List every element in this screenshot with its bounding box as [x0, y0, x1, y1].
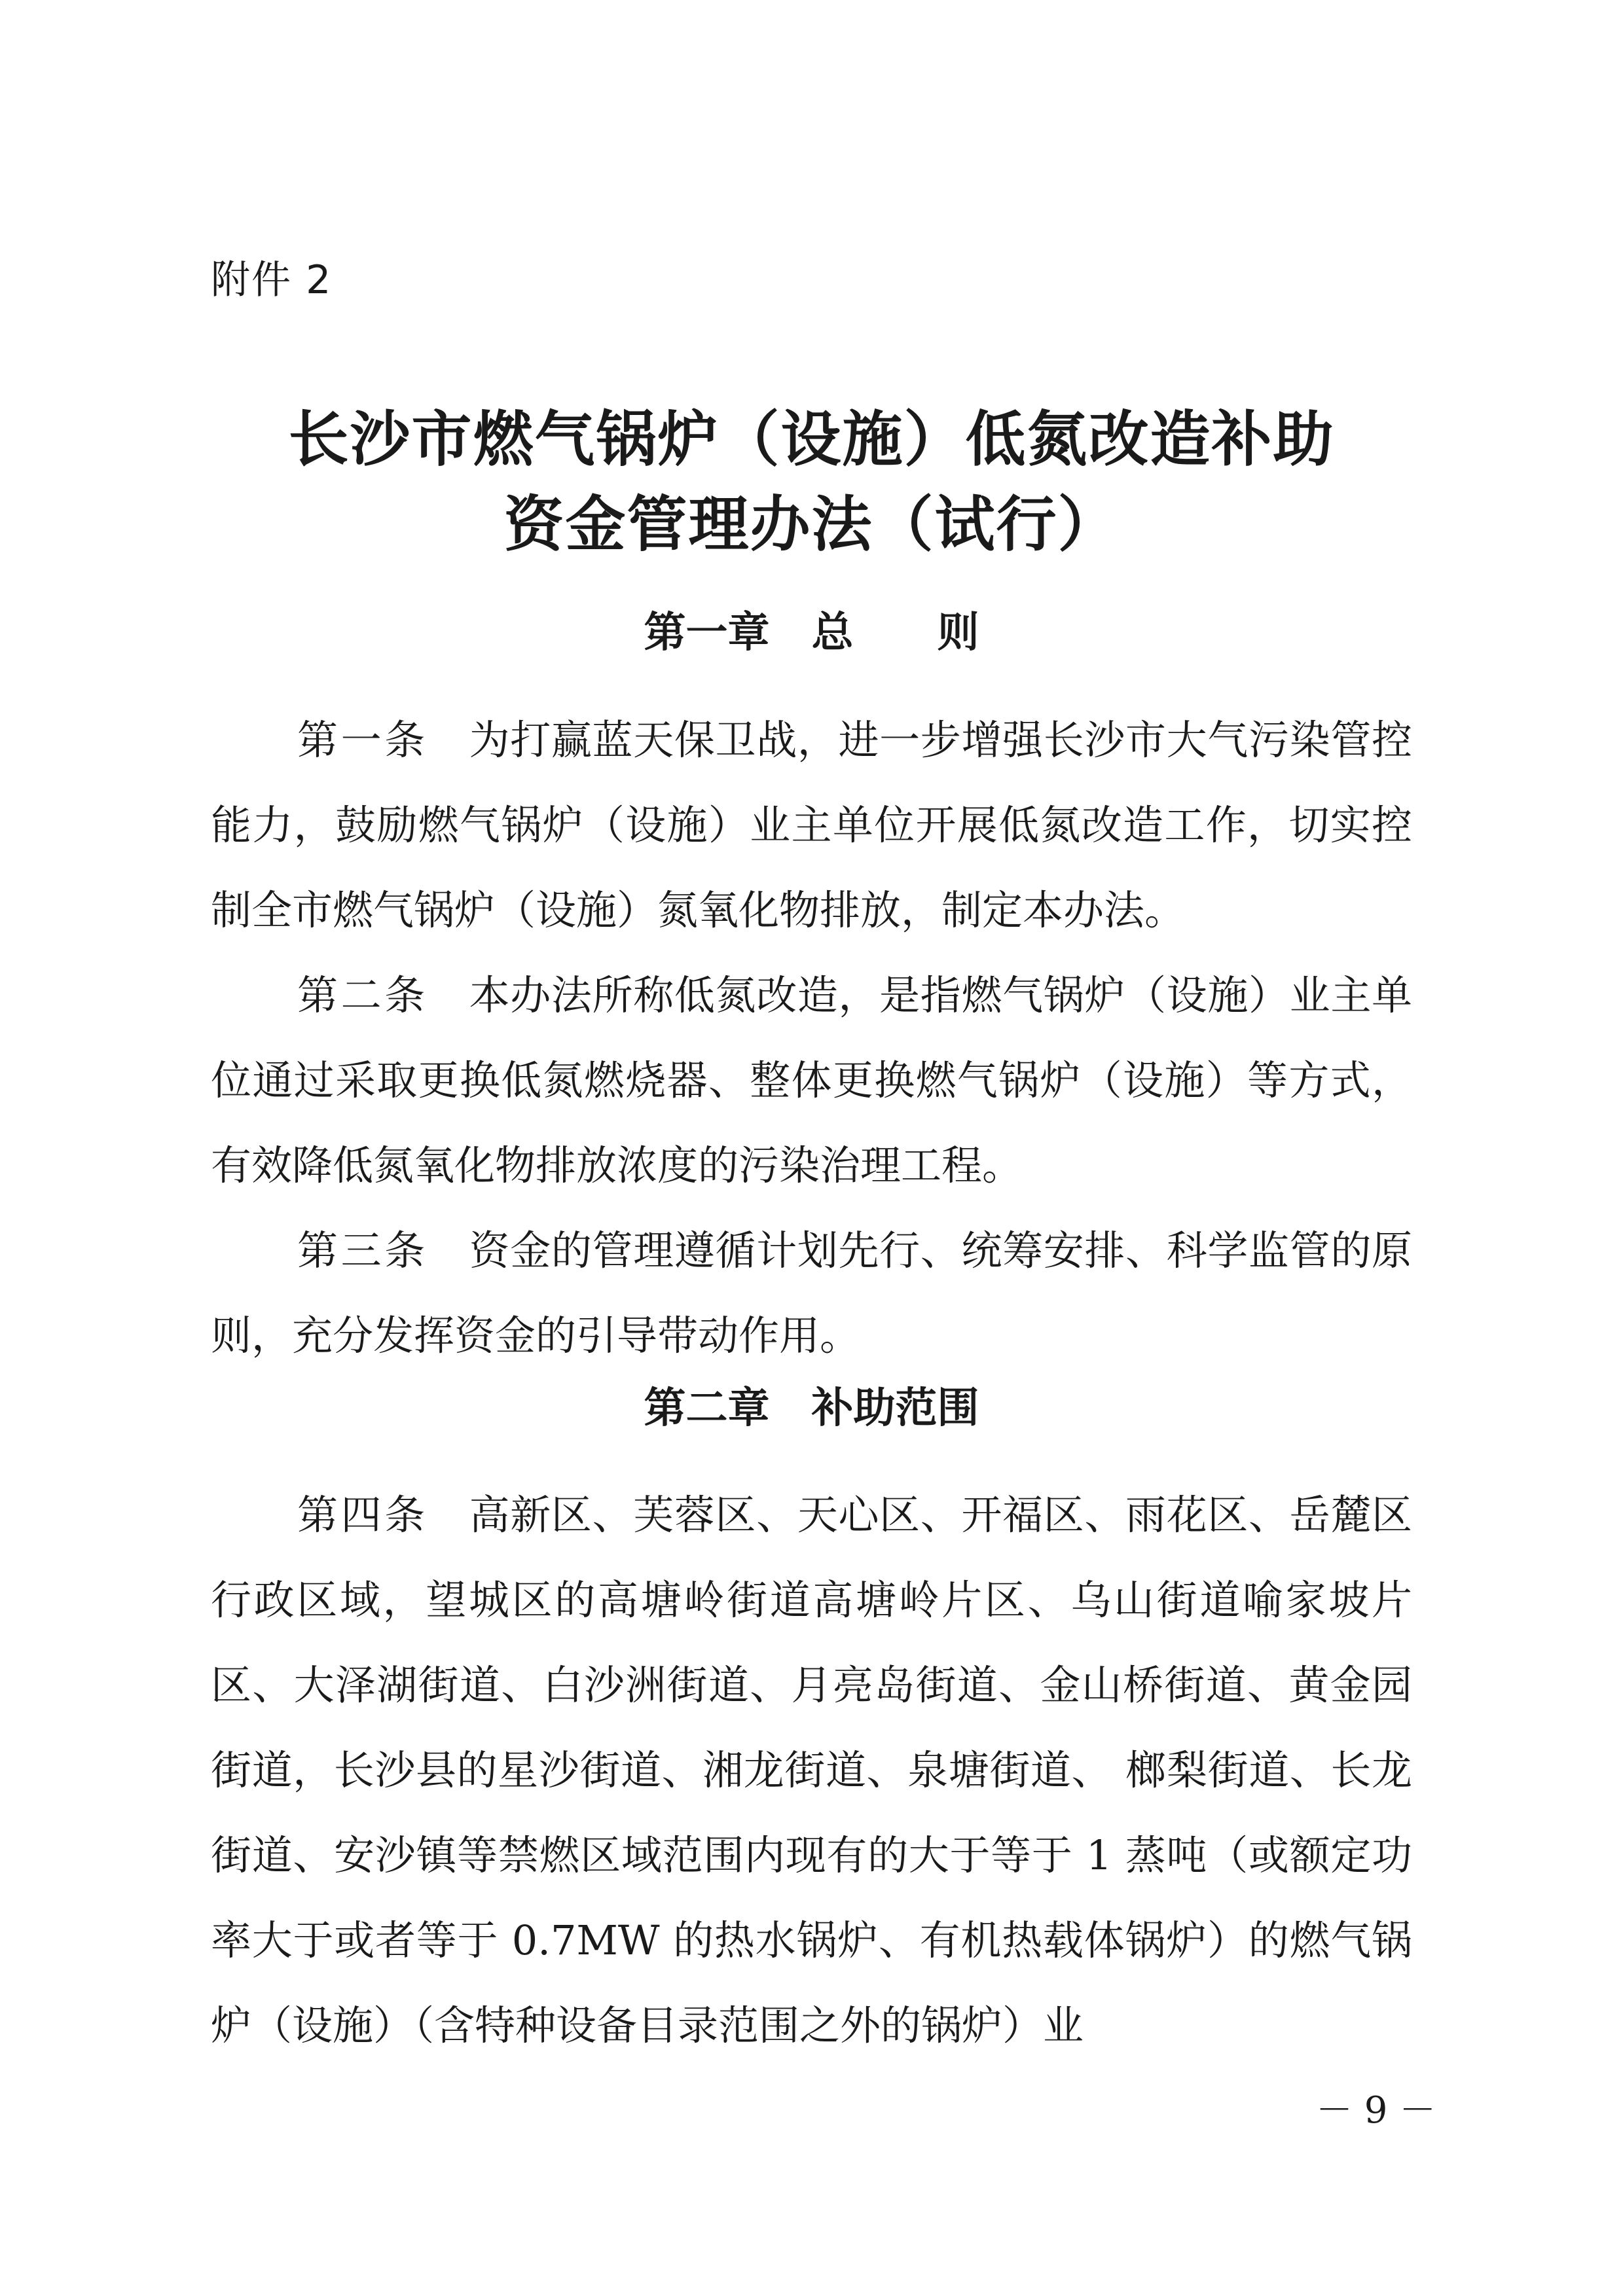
article-3: [211, 1208, 1412, 1378]
document-title-line-2: 资金管理办法（试行）: [503, 490, 1120, 560]
document-title-line-1: 长沙市燃气锅炉（设施）低氮改造补助: [288, 404, 1335, 475]
chapter-heading-2: 第二章 补助范围: [644, 1384, 979, 1433]
article-1: [211, 698, 1412, 953]
article-text: 高新区、芙蓉区、天心区、开福区、雨花区、岳麓区行政区域，望城区的高塘岭街道高塘岭片区、乌山街道喻家坡片区、大泽湖街道、白沙洲街道、月亮岛街道、金山桥街道、黄金园街道，长沙县的星沙街道、湘龙街道、泉塘街道、 榔梨街道、长龙街道、安沙镇等禁燃区域范围内现有的大于等于 1 蒸吨（或额定功率大于或者等于 0.7MW 的热水锅炉、有机热载体锅炉）的燃气锅炉（设施）（含特种设备目录范围之外的锅炉）业: [211, 1491, 1412, 2049]
article-label: 第四条: [297, 1491, 428, 1539]
page-number: － 9 －: [1316, 2089, 1436, 2132]
article-label: 第二条: [297, 971, 428, 1019]
article-2: [211, 953, 1412, 1208]
attachment-label: 附件 2: [211, 257, 333, 303]
article-label: 第一条: [297, 716, 428, 764]
article-text: 为打赢蓝天保卫战，进一步增强长沙市大气污染管控能力，鼓励燃气锅炉（设施）业主单位开展低氮改造工作，切实控制全市燃气锅炉（设施）氮氧化物排放，制定本办法。: [211, 716, 1412, 934]
article-4: [211, 1473, 1412, 2068]
article-text: 资金的管理遵循计划先行、统筹安排、科学监管的原则，充分发挥资金的引导带动作用。: [211, 1227, 1412, 1359]
chapter-heading-1: 第一章 总 则: [644, 609, 979, 657]
article-label: 第三条: [297, 1227, 428, 1274]
article-text: 本办法所称低氮改造，是指燃气锅炉（设施）业主单位通过采取更换低氮燃烧器、整体更换燃气锅炉（设施）等方式，有效降低氮氧化物排放浓度的污染治理工程。: [211, 971, 1412, 1189]
